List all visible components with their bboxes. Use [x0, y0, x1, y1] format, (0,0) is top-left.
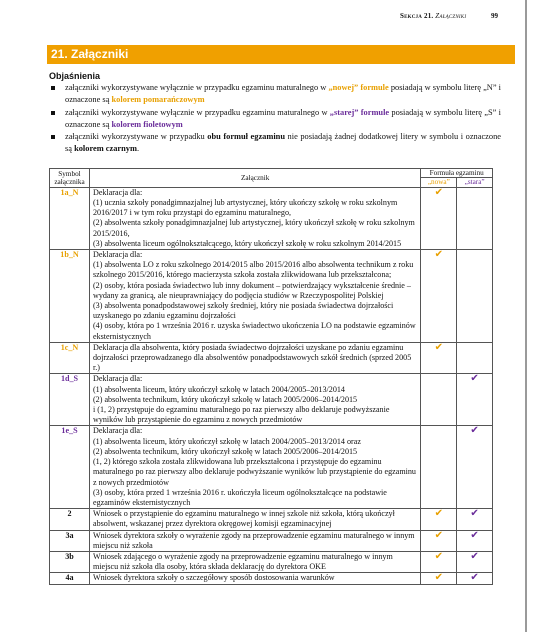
bullet-new-formula: załączniki wykorzystywane wyłącznie w przypadku egzaminu maturalnego w „nowej” formule posiadają w symbolu literę „N” i oznaczone są kolorem pomarańczowym: [49, 82, 501, 107]
row-description: Wniosek zdającego o wyrażenie zgody na przeprowadzenie egzaminu maturalnego w innym miejscu niż szkoła dla osoby, która składa deklarację do dyrektora OKE: [89, 551, 420, 572]
header-symbol: Symbol załącznika: [50, 169, 90, 188]
row-symbol: 1a_N: [50, 187, 90, 249]
table-row: [50, 250, 493, 343]
empty-cell: [421, 426, 457, 509]
check-icon: ✔: [421, 573, 457, 584]
empty-cell: [421, 374, 457, 426]
row-description: Wniosek dyrektora szkoły o szczegółowy sposób dostosowania warunków: [89, 573, 420, 584]
attachments-table: [49, 168, 493, 585]
running-head-title: Załączniki: [435, 12, 467, 20]
row-symbol: 3a: [50, 530, 90, 551]
table-header-row: [50, 169, 493, 178]
row-symbol: 4a: [50, 573, 90, 584]
row-symbol: 1e_S: [50, 426, 90, 509]
row-symbol: 3b: [50, 551, 90, 572]
bullet-old-formula: załączniki wykorzystywane wyłącznie w przypadku egzaminu maturalnego w „starej” formule posiadają w symbolu literę „S” i oznaczone są kolorem fioletowym: [49, 107, 501, 132]
row-description: Deklaracja dla absolwenta, który posiada świadectwo dojrzałości uzyskane po zdaniu egzaminu dojrzałości przeprowadzanego dla absolwentów ponadpodstawowych szkół średnich (sprzed 2005 r.): [89, 342, 420, 374]
legend-bullets: [49, 82, 501, 156]
bullet-both-formulas: załączniki wykorzystywane w przypadku obu formuł egzaminu nie posiadają żadnej dodatkowej litery w symbolu i oznaczone są kolorem czarnym.: [49, 131, 501, 156]
row-description: Wniosek o przystąpienie do egzaminu maturalnego w innej szkole niż szkoła, którą ukończył absolwent, wskazanej przez dyrektora okręgowej komisji egzaminacyjnej: [89, 509, 420, 530]
check-icon: ✔: [421, 551, 457, 572]
row-description: Deklaracja dla: (1) absolwenta liceum, który ukończył szkołę w latach 2004/2005–2013/2014 oraz (2) absolwenta technikum, który ukończył szkołę w latach 2005/2006–2014/2015 (1, 2) którego szkoła została zlikwidowana lub przekształcona i przystępuje do egzaminu maturalnego po raz pierwszy albo deklaruje podwyższanie wyników lub przystąpienie do egzaminu z nowych przedmiotów (3) osoby, która przed 1 września 2016 r. ukończyła liceum ogólnokształcące na podstawie egzaminów eksternistycznych: [89, 426, 420, 509]
check-icon: ✔: [457, 551, 493, 572]
check-icon: ✔: [421, 509, 457, 530]
table-row: [50, 426, 493, 509]
bullet-square-icon: [51, 111, 55, 115]
table-row: [50, 509, 493, 530]
table-row: [50, 530, 493, 551]
section-title: 21. Załączniki: [47, 45, 515, 64]
check-icon: ✔: [457, 573, 493, 584]
row-symbol: 2: [50, 509, 90, 530]
row-description: Wniosek dyrektora szkoły o wyrażenie zgody na przeprowadzenie egzaminu maturalnego w innym miejscu niż szkoła: [89, 530, 420, 551]
page-edge-rule: [525, 0, 527, 632]
page-number: 99: [491, 12, 498, 20]
table-row: [50, 187, 493, 249]
row-symbol: 1c_N: [50, 342, 90, 374]
check-icon: ✔: [457, 374, 493, 426]
row-description: Deklaracja dla: (1) absolwenta LO z roku szkolnego 2014/2015 albo 2015/2016 albo absolwenta technikum z roku szkolnego 2015/2016, którego macierzysta szkoła została zlikwidowana lub przekształcona; (2) osoby, która posiada świadectwo lub inny dokument – potwierdzający wykształcenie średnie – wydany za granicą, ale nieuprawniający do podjęcia studiów w Rzeczypospolitej Polskiej (3) absolwenta ponadpodstawowej szkoły średniej, który nie posiada świadectwa dojrzałości uzyskanego po zdaniu egzaminu dojrzałości (4) osoby, która po 1 września 2016 r. uzyska świadectwo ukończenia LO na podstawie egzaminów eksternistycznych: [89, 250, 420, 343]
bullet-square-icon: [51, 135, 55, 139]
check-icon: ✔: [421, 187, 457, 249]
check-icon: ✔: [421, 250, 457, 343]
table-row: [50, 551, 493, 572]
running-head: [400, 12, 498, 20]
row-symbol: 1d_S: [50, 374, 90, 426]
running-head-section: Sekcja 21.: [400, 12, 434, 20]
row-symbol: 1b_N: [50, 250, 90, 343]
objasnienia-heading: Objaśnienia: [49, 71, 101, 81]
row-description: Deklaracja dla: (1) absolwenta liceum, który ukończył szkołę w latach 2004/2005–2013/2014 (2) absolwenta technikum, który ukończył szkołę w latach 2005/2006–2014/2015 i (1, 2) przystępuje do egzaminu maturalnego po raz pierwszy albo deklaruje podwyższanie wyników lub przystąpienie do egzaminu z nowych przedmiotów: [89, 374, 420, 426]
empty-cell: [457, 187, 493, 249]
header-nowa: „nowa”: [421, 178, 457, 187]
check-icon: ✔: [457, 509, 493, 530]
check-icon: ✔: [457, 426, 493, 509]
check-icon: ✔: [421, 342, 457, 374]
empty-cell: [457, 250, 493, 343]
header-stara: „stara”: [457, 178, 493, 187]
row-description: Deklaracja dla: (1) ucznia szkoły ponadgimnazjalnej lub artystycznej, który ukończy szkołę w roku szkolnym 2016/2017 i w tym roku przystąpi do egzaminu maturalnego, (2) absolwenta szkoły ponadgimnazjalnej lub artystycznej, który ukończył szkołę w roku szkolnym 2015/2016, (3) absolwenta liceum ogólnokształcącego, który ukończył szkołę w roku szkolnym 2014/2015: [89, 187, 420, 249]
table-row: [50, 342, 493, 374]
check-icon: ✔: [421, 530, 457, 551]
header-formula: Formuła egzaminu: [421, 169, 493, 178]
bullet-square-icon: [51, 86, 55, 90]
table-row: [50, 573, 493, 584]
check-icon: ✔: [457, 530, 493, 551]
header-zalacznik: Załącznik: [89, 169, 420, 188]
empty-cell: [457, 342, 493, 374]
table-row: [50, 374, 493, 426]
